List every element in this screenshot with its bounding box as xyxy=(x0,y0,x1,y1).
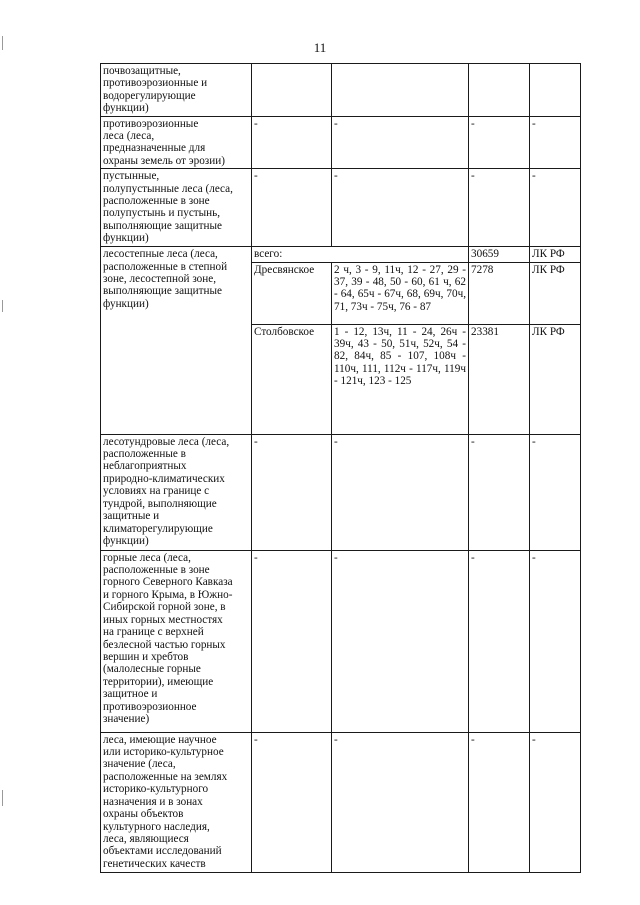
table-row xyxy=(101,169,581,247)
quarters-cell: 2 ч, 3 - 9, 11ч, 12 - 27, 29 - 37, 39 - 48, 50 - 60, 61 ч, 62 - 64, 65ч - 67ч, 68, 69ч, 70ч, 71, 73ч - 75ч, 76 - 87 xyxy=(332,262,469,324)
area-cell: - xyxy=(469,732,530,872)
quarters-cell xyxy=(332,64,469,117)
margin-mark xyxy=(2,790,3,806)
basis-cell: - xyxy=(530,169,581,247)
area-cell: - xyxy=(469,169,530,247)
basis-cell: - xyxy=(530,116,581,169)
margin-mark xyxy=(2,300,3,312)
quarters-cell: - xyxy=(332,169,469,247)
area-cell: 23381 xyxy=(469,324,530,434)
total-label-cell: всего: xyxy=(252,247,469,262)
basis-cell: - xyxy=(530,434,581,550)
basis-cell: - xyxy=(530,732,581,872)
forest-category-cell: лесостепные леса (леса, расположенные в степной зоне, лесостепной зоне, выполняющие защитные функции) xyxy=(101,247,252,434)
total-basis-cell: ЛК РФ xyxy=(530,247,581,262)
basis-cell: - xyxy=(530,550,581,732)
area-cell: 7278 xyxy=(469,262,530,324)
forest-category-table xyxy=(100,63,581,873)
forest-category-cell: почвозащитные, противоэрозионные и водорегулирующие функции) xyxy=(101,64,252,117)
area-name-cell: - xyxy=(252,169,332,247)
basis-cell xyxy=(530,64,581,117)
page-number: 11 xyxy=(313,40,327,55)
quarters-cell: - xyxy=(332,732,469,872)
forest-category-cell: лесотундровые леса (леса, расположенные в неблагоприятных природно-климатических условиях на границе с тундрой, выполняющие защитные и климаторегулирующие функции) xyxy=(101,434,252,550)
area-cell: - xyxy=(469,434,530,550)
table-row xyxy=(101,116,581,169)
area-name-cell: - xyxy=(252,434,332,550)
area-name-cell: - xyxy=(252,550,332,732)
forest-category-cell: противоэрозионные леса (леса, предназначенные для охраны земель от эрозии) xyxy=(101,116,252,169)
table-row xyxy=(101,64,581,117)
area-name-cell: Дресвянское xyxy=(252,262,332,324)
area-name-cell: Столбовское xyxy=(252,324,332,434)
area-cell: - xyxy=(469,116,530,169)
quarters-cell: 1 - 12, 13ч, 11 - 24, 26ч - 39ч, 43 - 50, 51ч, 52ч, 54 - 82, 84ч, 85 - 107, 108ч - 110ч, 111, 112ч - 117ч, 119ч - 121ч, 123 - 125 xyxy=(332,324,469,434)
area-name-cell: - xyxy=(252,732,332,872)
quarters-cell: - xyxy=(332,550,469,732)
basis-cell: ЛК РФ xyxy=(530,324,581,434)
quarters-cell: - xyxy=(332,116,469,169)
area-name-cell: - xyxy=(252,116,332,169)
forest-category-cell: пустынные, полупустынные леса (леса, расположенные в зоне полупустынь и пустынь, выполняющие защитные функции) xyxy=(101,169,252,247)
table-row xyxy=(101,732,581,872)
quarters-cell: - xyxy=(332,434,469,550)
area-cell xyxy=(469,64,530,117)
area-name-cell xyxy=(252,64,332,117)
margin-mark xyxy=(2,36,3,50)
table-row xyxy=(101,550,581,732)
basis-cell: ЛК РФ xyxy=(530,262,581,324)
table-row xyxy=(101,434,581,550)
area-cell: - xyxy=(469,550,530,732)
forest-category-cell: леса, имеющие научное или историко-культурное значение (леса, расположенные на землях историко-культурного назначения и в зонах охраны объектов культурного наследия, леса, являющиеся объектами исследований генетических качеств xyxy=(101,732,252,872)
total-area-cell: 30659 xyxy=(469,247,530,262)
forest-category-cell: горные леса (леса, расположенные в зоне горного Северного Кавказа и горного Крыма, в Южно- Сибирской горной зоне, в иных горных местностях на границе с верхней безлесной частью горных вершин и хребтов (малолесные горные территории), имеющие защитное и противоэрозионное значение) xyxy=(101,550,252,732)
table-row xyxy=(101,247,581,262)
